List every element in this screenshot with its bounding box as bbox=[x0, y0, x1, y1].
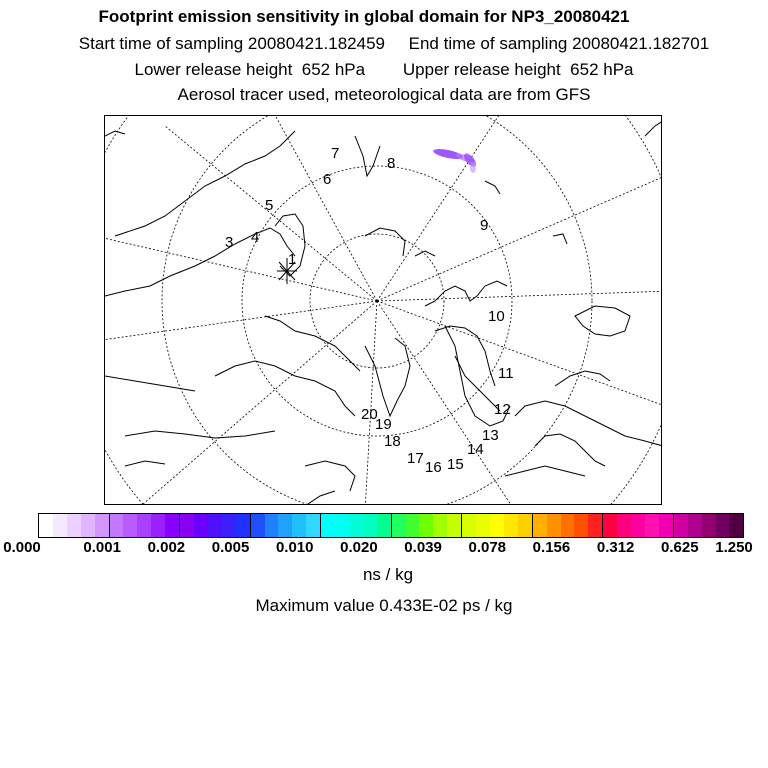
color-scale-segment bbox=[278, 514, 292, 537]
color-scale-segment bbox=[251, 514, 265, 537]
color-scale-segment bbox=[81, 514, 95, 537]
map-title: Footprint emission sensitivity in global domain for NP3_20080421 bbox=[98, 7, 630, 26]
color-scale-segment bbox=[53, 514, 67, 537]
color-scale-segment bbox=[194, 514, 208, 537]
color-scale-segment bbox=[631, 514, 645, 537]
color-scale-tick-label: 0.625 bbox=[661, 539, 699, 556]
trajectory-label: 13 bbox=[482, 427, 499, 444]
trajectory-label: 10 bbox=[488, 308, 505, 325]
trajectory-label: 18 bbox=[384, 433, 401, 450]
color-scale-segment bbox=[574, 514, 588, 537]
trajectory-label: 11 bbox=[498, 365, 514, 382]
color-scale-segment bbox=[603, 514, 617, 537]
trajectory-label: 5 bbox=[265, 197, 274, 214]
color-scale-segment bbox=[462, 514, 476, 537]
color-scale-segment bbox=[504, 514, 518, 537]
color-scale-segment bbox=[349, 514, 363, 537]
color-scale-segment bbox=[433, 514, 447, 537]
trajectory-label: 16 bbox=[425, 459, 442, 476]
color-scale-segment bbox=[236, 514, 251, 537]
color-scale-tick-label: 0.010 bbox=[275, 539, 314, 556]
color-scale-segment bbox=[180, 514, 194, 537]
color-scale bbox=[38, 513, 744, 538]
units-label: ns / kg bbox=[362, 565, 414, 584]
color-scale-segment bbox=[533, 514, 547, 537]
color-scale-segment bbox=[490, 514, 504, 537]
emission-plume bbox=[432, 147, 478, 173]
color-scale-segment bbox=[123, 514, 137, 537]
color-scale-segment bbox=[95, 514, 110, 537]
color-scale-segment bbox=[137, 514, 151, 537]
color-scale-segment bbox=[363, 514, 377, 537]
color-scale-tick-label: 1.250 bbox=[715, 539, 753, 556]
color-scale-segment bbox=[547, 514, 561, 537]
trajectory-label: 12 bbox=[494, 401, 511, 418]
color-scale-segment bbox=[588, 514, 603, 537]
color-scale-segment bbox=[645, 514, 659, 537]
color-scale-segment bbox=[208, 514, 222, 537]
color-scale-segment bbox=[617, 514, 631, 537]
color-scale-segment bbox=[110, 514, 124, 537]
trajectory-labels bbox=[225, 145, 514, 476]
trajectory-label: 20 bbox=[361, 406, 378, 423]
trajectory-label: 3 bbox=[225, 234, 234, 251]
color-scale-segment bbox=[688, 514, 702, 537]
trajectory-label: 1 bbox=[288, 251, 297, 268]
trajectory-label: 15 bbox=[447, 456, 464, 473]
color-scale-segment bbox=[716, 514, 730, 537]
color-scale-segment bbox=[702, 514, 716, 537]
sampling-times: Start time of sampling 20080421.182459 End time of sampling 20080421.182701 bbox=[78, 34, 710, 53]
map-canvas bbox=[105, 116, 662, 505]
color-scale-segment bbox=[392, 514, 406, 537]
color-scale-segment bbox=[729, 514, 743, 537]
color-scale-tick-label: 0.078 bbox=[468, 539, 507, 556]
color-scale-tick-label: 0.005 bbox=[211, 539, 250, 556]
color-scale-tick-label: 0.002 bbox=[147, 539, 186, 556]
color-scale-segment bbox=[165, 514, 180, 537]
color-scale-segment bbox=[151, 514, 165, 537]
color-scale-segment bbox=[561, 514, 575, 537]
trajectory-label: 9 bbox=[480, 217, 489, 234]
color-scale-tick-label: 0.000 bbox=[3, 539, 41, 556]
color-scale-segment bbox=[335, 514, 349, 537]
color-scale-tick-label: 0.156 bbox=[532, 539, 571, 556]
color-scale-segment bbox=[518, 514, 533, 537]
color-scale-segment bbox=[222, 514, 236, 537]
trajectory-label: 6 bbox=[323, 171, 332, 188]
release-heights: Lower release height 652 hPa Upper release height 652 hPa bbox=[134, 60, 634, 79]
color-scale-segment bbox=[377, 514, 392, 537]
color-scale-segment bbox=[321, 514, 335, 537]
polar-map bbox=[104, 115, 662, 505]
color-scale-segment bbox=[406, 514, 420, 537]
color-scale-segment bbox=[292, 514, 306, 537]
color-scale-tick-label: 0.039 bbox=[404, 539, 442, 556]
color-scale-segment bbox=[674, 514, 688, 537]
color-scale-segment bbox=[265, 514, 279, 537]
tracer-note: Aerosol tracer used, meteorological data are from GFS bbox=[177, 85, 591, 104]
trajectory-label: 17 bbox=[407, 450, 424, 467]
color-scale-segment bbox=[447, 514, 462, 537]
color-scale-segment bbox=[67, 514, 81, 537]
color-scale-tick-label: 0.001 bbox=[83, 539, 121, 556]
color-scale-segment bbox=[476, 514, 490, 537]
trajectory-label: 7 bbox=[331, 145, 340, 162]
color-scale-segment bbox=[419, 514, 433, 537]
trajectory-label: 8 bbox=[387, 155, 396, 172]
color-scale-segment bbox=[306, 514, 321, 537]
maximum-value: Maximum value 0.433E-02 ps / kg bbox=[255, 596, 513, 615]
color-scale-segment bbox=[659, 514, 674, 537]
color-scale-segment bbox=[39, 514, 53, 537]
color-scale-tick-label: 0.020 bbox=[340, 539, 378, 556]
trajectory-label: 4 bbox=[251, 229, 260, 246]
color-scale-tick-label: 0.312 bbox=[596, 539, 635, 556]
trajectory-label: 19 bbox=[375, 416, 392, 433]
trajectory-label: 14 bbox=[467, 441, 484, 458]
